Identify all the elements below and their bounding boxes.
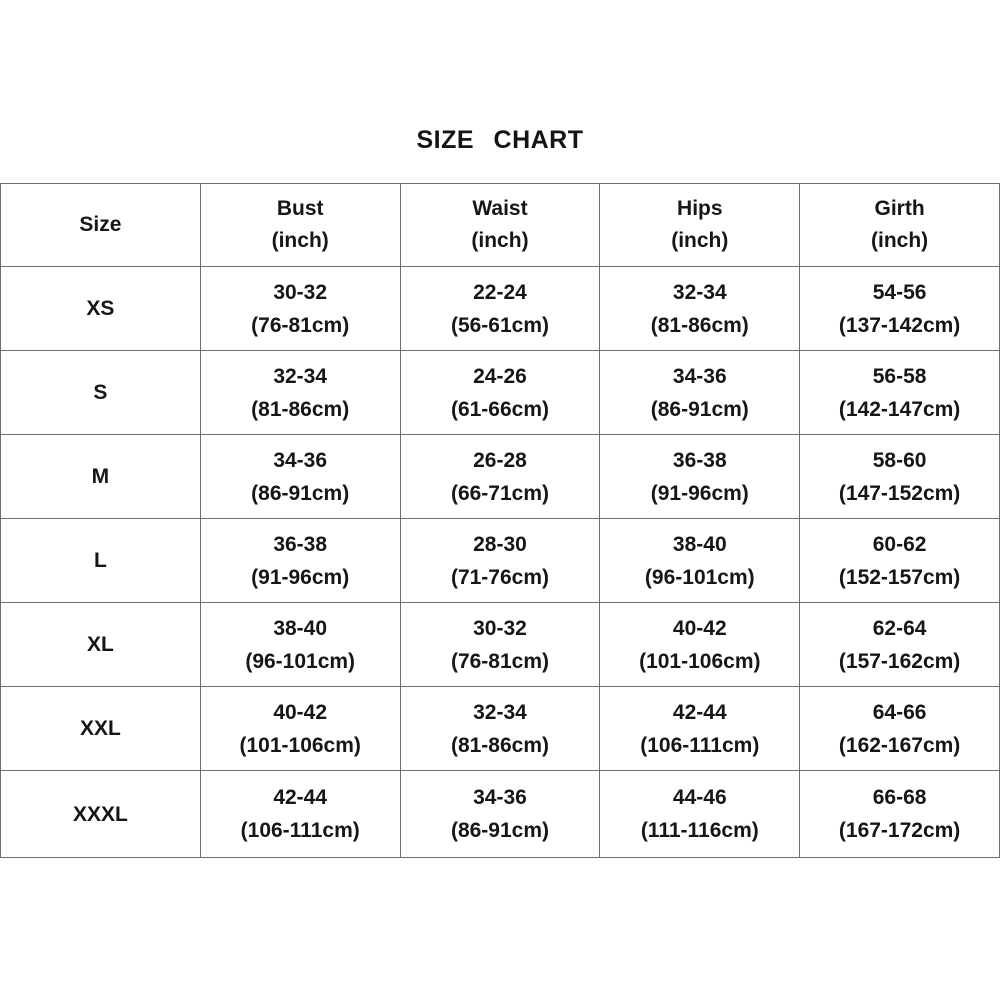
column-header-waist [400,184,600,267]
inch-range: 42-44 [273,786,328,809]
measurement-cell [400,687,600,771]
table-row [1,519,1000,603]
inch-range: 60-62 [872,532,927,556]
measurement-cell [600,519,800,603]
measurement-cell [400,351,600,435]
size-chart-table [0,183,1000,858]
table-header [1,184,1000,267]
cm-range: (167-172cm) [838,819,961,842]
column-header-label: Hips [677,197,723,220]
column-header-label: Bust [276,197,324,220]
column-header-hips [600,184,800,267]
cm-range: (91-96cm) [650,481,749,505]
measurement-cell [800,771,1000,858]
table-row [1,687,1000,771]
measurement-cell [400,603,600,687]
cm-range: (162-167cm) [838,733,961,757]
cm-range: (137-142cm) [838,313,961,337]
measurement-cell [600,351,800,435]
measurement-cell [600,267,800,351]
cm-range: (96-101cm) [644,565,755,589]
inch-range: 58-60 [872,448,927,472]
cm-range: (81-86cm) [650,313,749,337]
table-row [1,267,1000,351]
measurement-cell [800,267,1000,351]
measurement-cell [200,267,400,351]
inch-range: 56-58 [872,364,927,388]
inch-range: 64-66 [872,700,927,724]
measurement-cell [800,519,1000,603]
measurement-cell [600,603,800,687]
inch-range: 34-36 [672,364,727,388]
page-title: SIZE CHART [416,126,584,154]
cm-range: (152-157cm) [838,565,961,589]
table-row [1,435,1000,519]
table-body [1,267,1000,858]
measurement-cell [400,435,600,519]
cm-range: (111-116cm) [640,819,759,842]
inch-range: 36-38 [273,532,328,556]
column-header-bust [200,184,400,267]
measurement-cell [800,687,1000,771]
column-header-unit: (inch) [871,229,929,252]
column-header-unit: (inch) [271,229,329,252]
measurement-cell [600,687,800,771]
cm-range: (76-81cm) [251,313,350,337]
measurement-cell [600,435,800,519]
measurement-cell [200,519,400,603]
size-label: XXXL [1,771,201,858]
cm-range: (106-111cm) [640,733,760,757]
inch-range: 28-30 [473,532,527,556]
measurement-cell [400,771,600,858]
cm-range: (157-162cm) [838,649,961,673]
cm-range: (71-76cm) [450,565,550,589]
column-header-girth [800,184,1000,267]
cm-range: (81-86cm) [251,397,350,421]
cm-range: (106-111cm) [240,819,360,842]
header-row [1,184,1000,267]
measurement-cell [200,435,400,519]
measurement-cell [200,687,400,771]
cm-range: (86-91cm) [450,819,550,842]
inch-range: 44-46 [672,786,727,809]
inch-range: 42-44 [672,700,727,724]
cm-range: (76-81cm) [450,649,550,673]
size-label: M [1,435,201,519]
inch-range: 24-26 [473,364,527,388]
inch-range: 38-40 [672,532,727,556]
cm-range: (66-71cm) [450,481,550,505]
table-row [1,603,1000,687]
inch-range: 40-42 [672,616,727,640]
measurement-cell [800,351,1000,435]
cm-range: (101-106cm) [239,733,361,757]
inch-range: 34-36 [273,448,328,472]
size-label: S [1,351,201,435]
cm-range: (147-152cm) [838,481,961,505]
cm-range: (81-86cm) [450,733,550,757]
column-header-unit: (inch) [671,229,729,252]
column-header-label: Size [79,213,122,236]
column-header-label: Girth [874,197,925,220]
measurement-cell [200,771,400,858]
inch-range: 22-24 [473,280,527,304]
inch-range: 62-64 [872,616,927,640]
size-label: L [1,519,201,603]
cm-range: (91-96cm) [251,565,350,589]
inch-range: 40-42 [273,700,328,724]
inch-range: 32-34 [473,700,527,724]
inch-range: 34-36 [473,786,527,809]
inch-range: 32-34 [672,280,727,304]
measurement-cell [400,267,600,351]
cm-range: (86-91cm) [650,397,749,421]
column-header-size [1,184,201,267]
cm-range: (96-101cm) [245,649,356,673]
size-label: XXL [1,687,201,771]
measurement-cell [200,351,400,435]
cm-range: (56-61cm) [450,313,550,337]
inch-range: 26-28 [473,448,527,472]
inch-range: 30-32 [473,616,527,640]
measurement-cell [800,435,1000,519]
measurement-cell [600,771,800,858]
cm-range: (101-106cm) [639,649,761,673]
measurement-cell [400,519,600,603]
inch-range: 38-40 [273,616,328,640]
measurement-cell [200,603,400,687]
size-label: XS [1,267,201,351]
column-header-unit: (inch) [471,229,529,252]
inch-range: 30-32 [273,280,328,304]
cm-range: (61-66cm) [450,397,550,421]
inch-range: 66-68 [872,786,927,809]
cm-range: (142-147cm) [838,397,961,421]
inch-range: 36-38 [672,448,727,472]
size-label: XL [1,603,201,687]
cm-range: (86-91cm) [251,481,350,505]
inch-range: 32-34 [273,364,328,388]
measurement-cell [800,603,1000,687]
table-row [1,771,1000,858]
table-row [1,351,1000,435]
inch-range: 54-56 [872,280,927,304]
column-header-label: Waist [472,197,528,220]
